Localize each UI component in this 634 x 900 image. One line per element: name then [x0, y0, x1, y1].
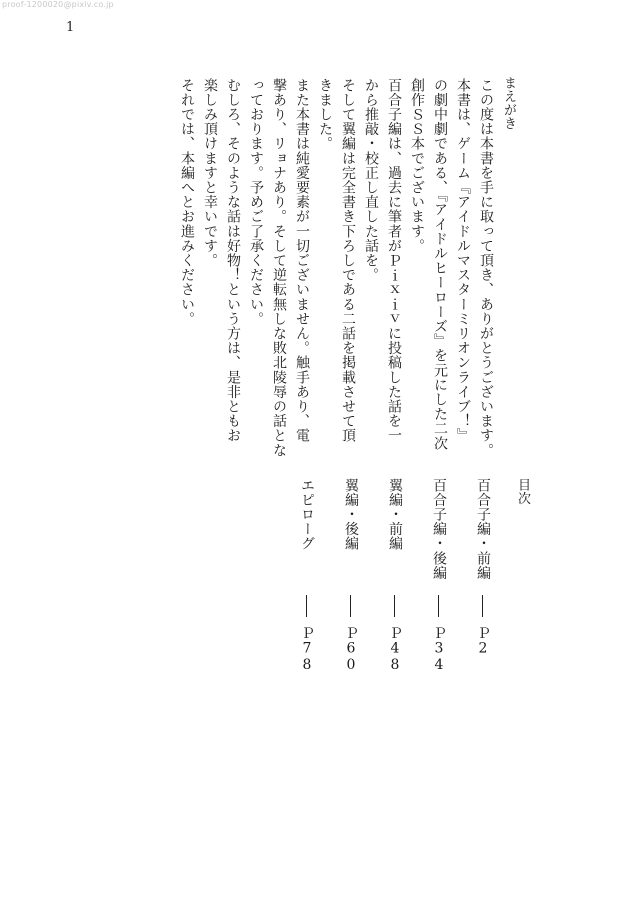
- toc-leader-line: [438, 595, 439, 617]
- watermark: proof-1200020@pixiv.co.jp: [2, 0, 114, 9]
- toc-item: [340, 478, 362, 688]
- toc-item: [296, 478, 318, 688]
- preface-title: まえがき: [501, 76, 516, 131]
- preface-line: 楽しみ頂けますと幸いです。: [202, 78, 218, 268]
- toc-item-page: Ｐ34: [431, 626, 447, 674]
- preface-line: きました。: [317, 78, 333, 151]
- preface-line: それでは、本編へとお進みください。: [179, 78, 195, 327]
- toc-leader-line: [350, 595, 351, 617]
- preface-line: むしろ、そのような話は好物！という方は、是非ともお: [225, 78, 241, 443]
- toc-leader-line: [482, 595, 483, 617]
- toc-item: [472, 478, 494, 688]
- toc-item: [428, 478, 450, 688]
- preface-line: 撃あり、リョナあり。そして逆転無しな敗北陵辱の話とな: [271, 78, 287, 458]
- preface-line: 創作ＳＳ本でございます。: [409, 78, 425, 254]
- toc-title: 目次: [515, 478, 530, 506]
- preface-line: から推敲・校正し直した話を。: [363, 78, 379, 283]
- toc-item-label: 百合子編・前編: [475, 478, 491, 581]
- preface-body: [175, 78, 497, 458]
- toc-leader-line: [394, 595, 395, 617]
- preface-line: の劇中劇である、『アイドルヒーローズ』を元にした二次: [432, 78, 448, 451]
- toc-item-label: エピローグ: [299, 478, 315, 551]
- toc-item-label: 百合子編・後編: [431, 478, 447, 581]
- toc-item-page: Ｐ60: [343, 626, 359, 674]
- toc-item-label: 翼編・前編: [387, 478, 403, 551]
- toc-item-label: 翼編・後編: [343, 478, 359, 551]
- table-of-contents: [296, 478, 494, 688]
- preface-line: また本書は純愛要素が一切ございません。触手あり、電: [294, 78, 310, 443]
- preface-line: この度は本書を手に取って頂き、ありがとうございます。: [478, 78, 494, 458]
- toc-item: [384, 478, 406, 688]
- preface-line: そして翼編は完全書き下ろしである二話を掲載させて頂: [340, 78, 356, 443]
- toc-item-page: Ｐ48: [387, 626, 403, 674]
- toc-item-page: Ｐ2: [475, 626, 491, 658]
- toc-leader-line: [306, 595, 307, 617]
- preface-line: 本書は、ゲーム『アイドルマスターミリオンライブ！』: [455, 78, 471, 443]
- preface-line: っております。予めご了承ください。: [248, 78, 264, 327]
- page-number: 1: [66, 20, 75, 35]
- toc-item-page: Ｐ78: [299, 626, 315, 674]
- preface-line: 百合子編は、過去に筆者がＰｉｘｉｖに投稿した話を一: [386, 78, 402, 443]
